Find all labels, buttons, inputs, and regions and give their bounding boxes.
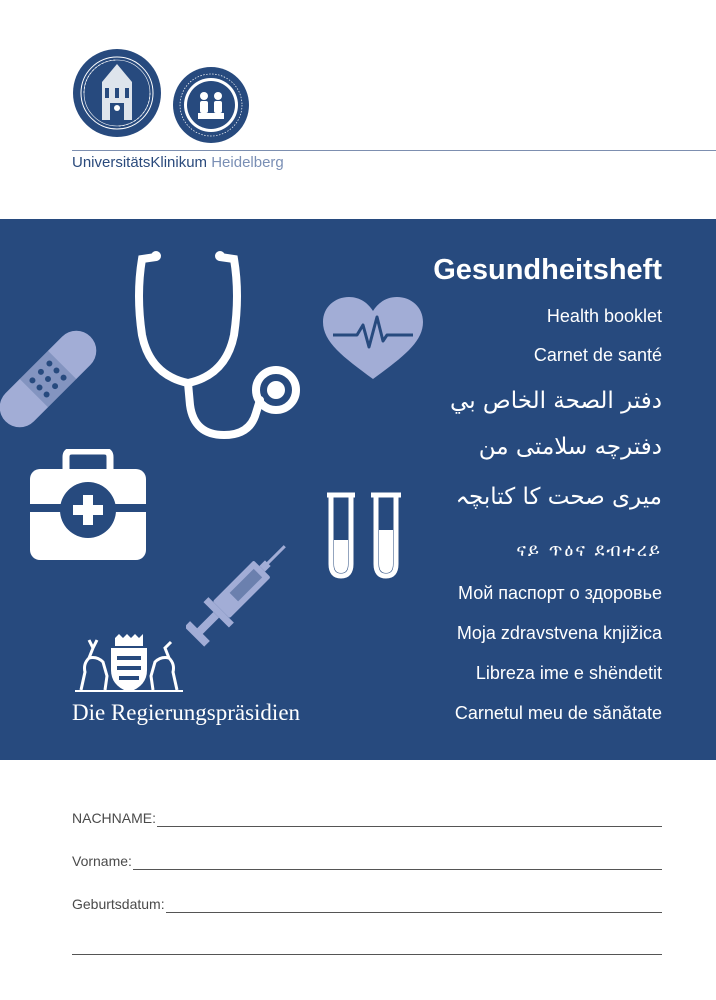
translation-french: Carnet de santé bbox=[533, 345, 662, 365]
translation-croatian: Moja zdravstvena knjižica bbox=[456, 623, 662, 643]
lastname-field[interactable] bbox=[72, 805, 662, 827]
first-aid-kit-icon bbox=[30, 449, 146, 560]
test-tubes-icon bbox=[325, 492, 405, 580]
lastname-line[interactable] bbox=[157, 825, 662, 827]
lastname-label: NACHNAME: bbox=[72, 810, 157, 826]
faculty-seal-icon bbox=[172, 66, 250, 144]
cover-title: Gesundheitsheft bbox=[433, 254, 662, 286]
birthdate-field[interactable] bbox=[72, 891, 662, 913]
coat-of-arms-icon bbox=[75, 634, 183, 694]
heart-icon bbox=[323, 297, 423, 381]
translation-arabic: دفتر الصحة الخاص بي bbox=[450, 388, 662, 414]
institution-name-primary: UniversitätsKlinikum bbox=[72, 154, 208, 171]
syringe-icon bbox=[186, 540, 286, 650]
institution-name-city: Heidelberg bbox=[211, 154, 284, 171]
translation-albanian: Libreza ime e shëndetit bbox=[475, 663, 662, 683]
bandage-icon bbox=[0, 318, 100, 440]
firstname-field[interactable] bbox=[72, 848, 662, 870]
stethoscope-icon bbox=[128, 245, 308, 445]
birthdate-line[interactable] bbox=[166, 911, 662, 913]
university-seal-icon bbox=[72, 48, 162, 138]
regierungspraesidien-logo-text: Die Regierungspräsidien bbox=[72, 700, 301, 725]
birthdate-label: Geburtsdatum: bbox=[72, 896, 165, 912]
translation-russian: Мой паспорт о здоровье bbox=[458, 583, 662, 603]
translation-english: Health booklet bbox=[546, 306, 662, 326]
header-divider bbox=[72, 150, 716, 151]
institution-name bbox=[72, 154, 284, 171]
translation-persian: دفترچه سلامتی من bbox=[478, 434, 662, 460]
translation-tigrinya: ናይ ጥዕና ደብተረይ bbox=[516, 540, 662, 561]
firstname-label: Vorname: bbox=[72, 853, 132, 869]
firstname-line[interactable] bbox=[133, 868, 662, 870]
translation-urdu: میری صحت کا کتابچہ bbox=[455, 484, 662, 510]
extra-blank-line[interactable] bbox=[72, 954, 662, 955]
translation-romanian: Carnetul meu de sănătate bbox=[454, 703, 662, 723]
